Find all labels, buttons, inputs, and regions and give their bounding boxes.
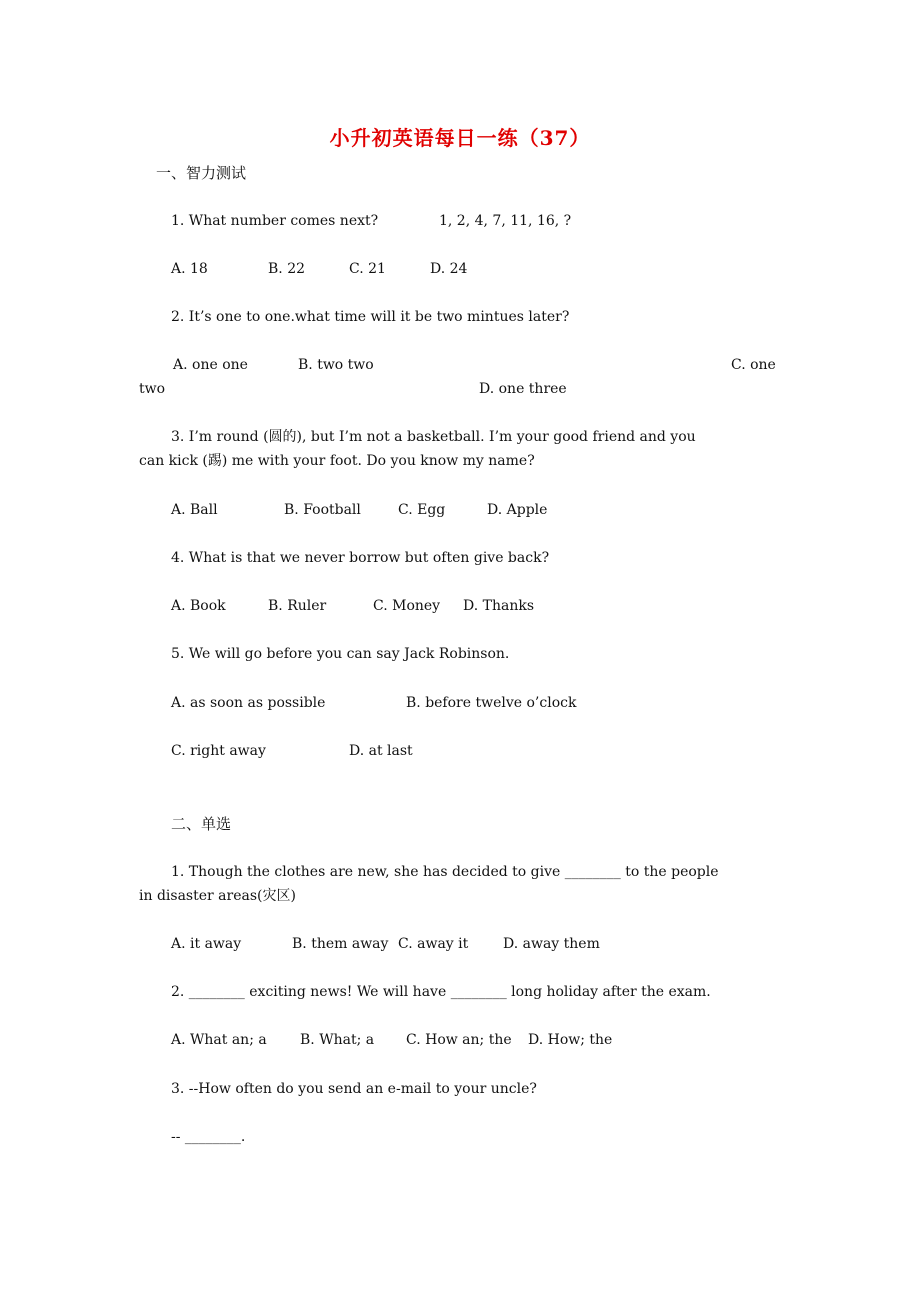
section1-heading: 一、智力测试 — [156, 164, 247, 182]
s2-q1-line1: 1. Though the clothes are new, she has decided to give ________ to the people — [171, 864, 719, 880]
s1-q2-option-d: D. one three — [479, 381, 567, 397]
s1-q2-option-c-continued: two — [139, 381, 166, 397]
s1-q5-option-b: B. before twelve o’clock — [406, 695, 577, 711]
s2-q2-option-a: A. What an; a — [171, 1032, 267, 1048]
s1-q4-text: 4. What is that we never borrow but often give back? — [171, 550, 550, 566]
s1-q2-text: 2. It’s one to one.what time will it be two mintues later? — [171, 309, 570, 325]
s2-q2-option-d: D. How; the — [528, 1032, 613, 1048]
s1-q2-option-c: C. one — [731, 357, 776, 373]
s1-q1-option-b: B. 22 — [268, 261, 306, 277]
s2-q2-option-c: C. How an; the — [406, 1032, 512, 1048]
section2-heading: 二、单选 — [171, 815, 232, 833]
s2-q3-answer: -- ________. — [171, 1129, 246, 1145]
s1-q1-option-d: D. 24 — [430, 261, 468, 277]
s1-q3-option-a: A. Ball — [171, 502, 218, 518]
s1-q4-option-d: D. Thanks — [463, 598, 535, 614]
s1-q1-option-a: A. 18 — [171, 261, 208, 277]
s2-q1-option-d: D. away them — [503, 936, 600, 952]
s1-q2-option-b: B. two two — [298, 357, 374, 373]
s2-q1-line2: in disaster areas(灾区) — [139, 888, 296, 904]
s1-q4-option-a: A. Book — [171, 598, 226, 614]
s1-q4-option-c: C. Money — [373, 598, 441, 614]
s2-q2-text: 2. ________ exciting news! We will have ________ long holiday after the exam. — [171, 984, 711, 1000]
s2-q3-text: 3. --How often do you send an e-mail to your uncle? — [171, 1081, 537, 1097]
s1-q5-option-c: C. right away — [171, 743, 266, 759]
s2-q1-option-b: B. them away — [292, 936, 389, 952]
s1-q3-option-b: B. Football — [284, 502, 361, 518]
s1-q4-option-b: B. Ruler — [268, 598, 327, 614]
s1-q1-sequence: 1, 2, 4, 7, 11, 16, ? — [439, 213, 572, 229]
s1-q3-option-d: D. Apple — [487, 502, 548, 518]
s1-q1-text: 1. What number comes next? — [171, 213, 379, 229]
s1-q3-option-c: C. Egg — [398, 502, 446, 518]
s2-q2-option-b: B. What; a — [300, 1032, 375, 1048]
s1-q2-option-a: A. one one — [173, 357, 248, 373]
s1-q1-option-c: C. 21 — [349, 261, 386, 277]
s2-q1-option-a: A. it away — [171, 936, 242, 952]
s2-q1-option-c: C. away it — [398, 936, 469, 952]
s1-q3-line2: can kick (踢) me with your foot. Do you know my name? — [139, 453, 535, 469]
s1-q5-option-a: A. as soon as possible — [171, 695, 326, 711]
page-title: 小升初英语每日一练（37） — [329, 126, 591, 150]
s1-q3-line1: 3. I’m round (圆的), but I’m not a basketball. I’m your good friend and you — [171, 429, 696, 445]
s1-q5-option-d: D. at last — [349, 743, 413, 759]
s1-q5-text: 5. We will go before you can say Jack Robinson. — [171, 646, 510, 662]
